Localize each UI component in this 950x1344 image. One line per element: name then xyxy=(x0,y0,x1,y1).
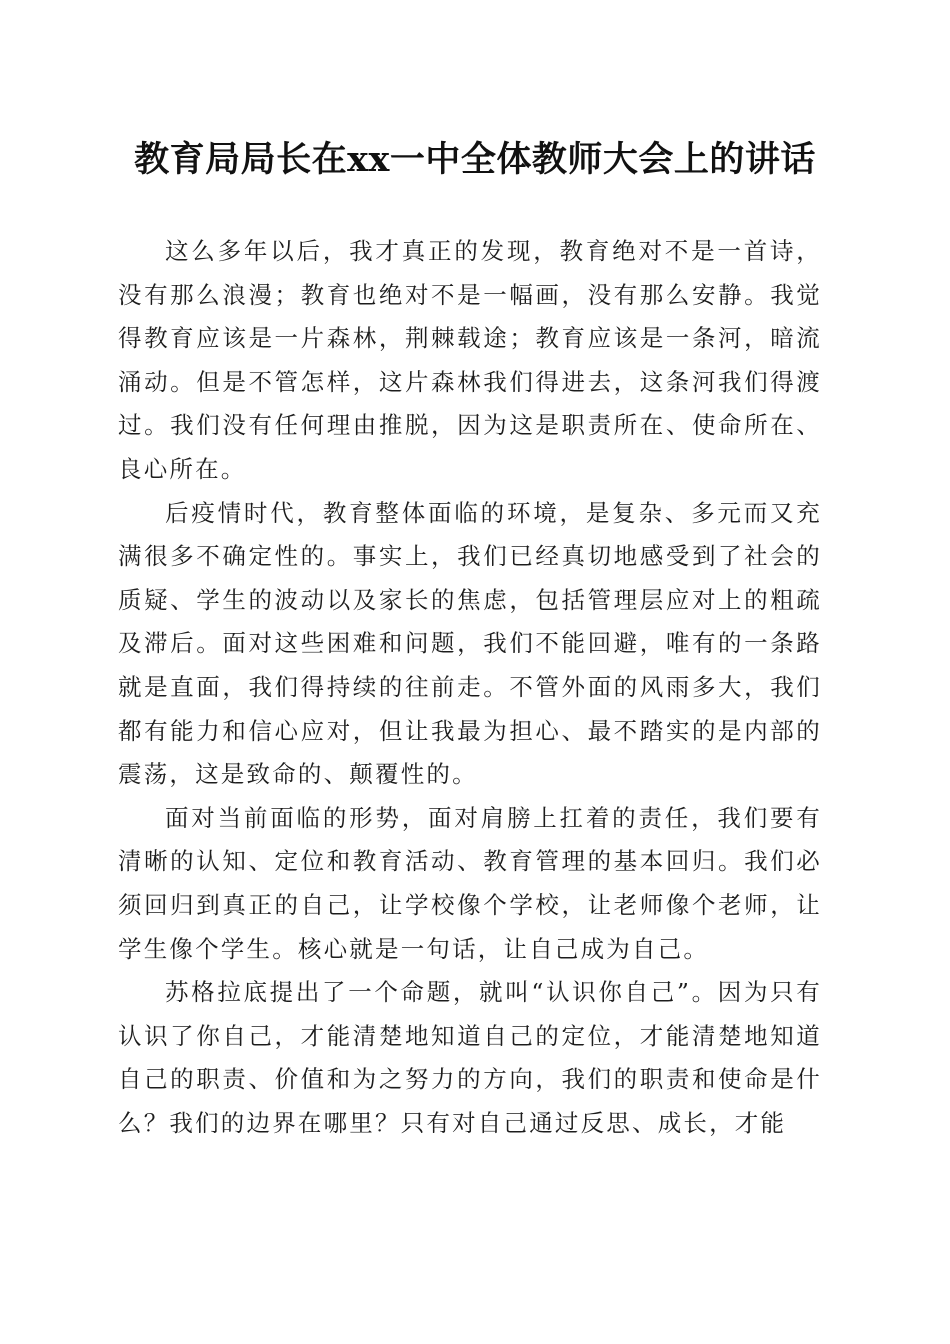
paragraph-3: 面对当前面临的形势，面对肩膀上扛着的责任，我们要有清晰的认知、定位和教育活动、教育管理的基本回归。我们必须回归到真正的自己，让学校像个学校，让老师像个老师，让学生像个学生。核心就是一句话，让自己成为自己。 xyxy=(118,803,822,963)
paragraph-4: 苏格拉底提出了一个命题，就叫“认识你自己”。因为只有认识了你自己，才能清楚地知道自己的定位，才能清楚地知道自己的职责、价值和为之努力的方向，我们的职责和使命是什么？我们的边界在哪里？只有对自己通过反思、成长，才能 xyxy=(118,978,822,1137)
paragraph-1: 这么多年以后，我才真正的发现，教育绝对不是一首诗，没有那么浪漫；教育也绝对不是一幅画，没有那么安静。我觉得教育应该是一片森林，荆棘载途；教育应该是一条河，暗流涌动。但是不管怎样，这片森林我们得进去，这条河我们得渡过。我们没有任何理由推脱，因为这是职责所在、使命所在、良心所在。 xyxy=(118,237,822,483)
document-title: 教育局局长在xx一中全体教师大会上的讲话 xyxy=(134,139,816,180)
document-body xyxy=(118,230,822,1145)
paragraph-2: 后疫情时代，教育整体面临的环境，是复杂、多元而又充满很多不确定性的。事实上，我们已经真切地感受到了社会的质疑、学生的波动以及家长的焦虑，包括管理层应对上的粗疏及滞后。面对这些困难和问题，我们不能回避，唯有的一条路就是直面，我们得持续的往前走。不管外面的风雨多大，我们都有能力和信心应对，但让我最为担心、最不踏实的是内部的震荡，这是致命的、颠覆性的。 xyxy=(118,498,822,789)
